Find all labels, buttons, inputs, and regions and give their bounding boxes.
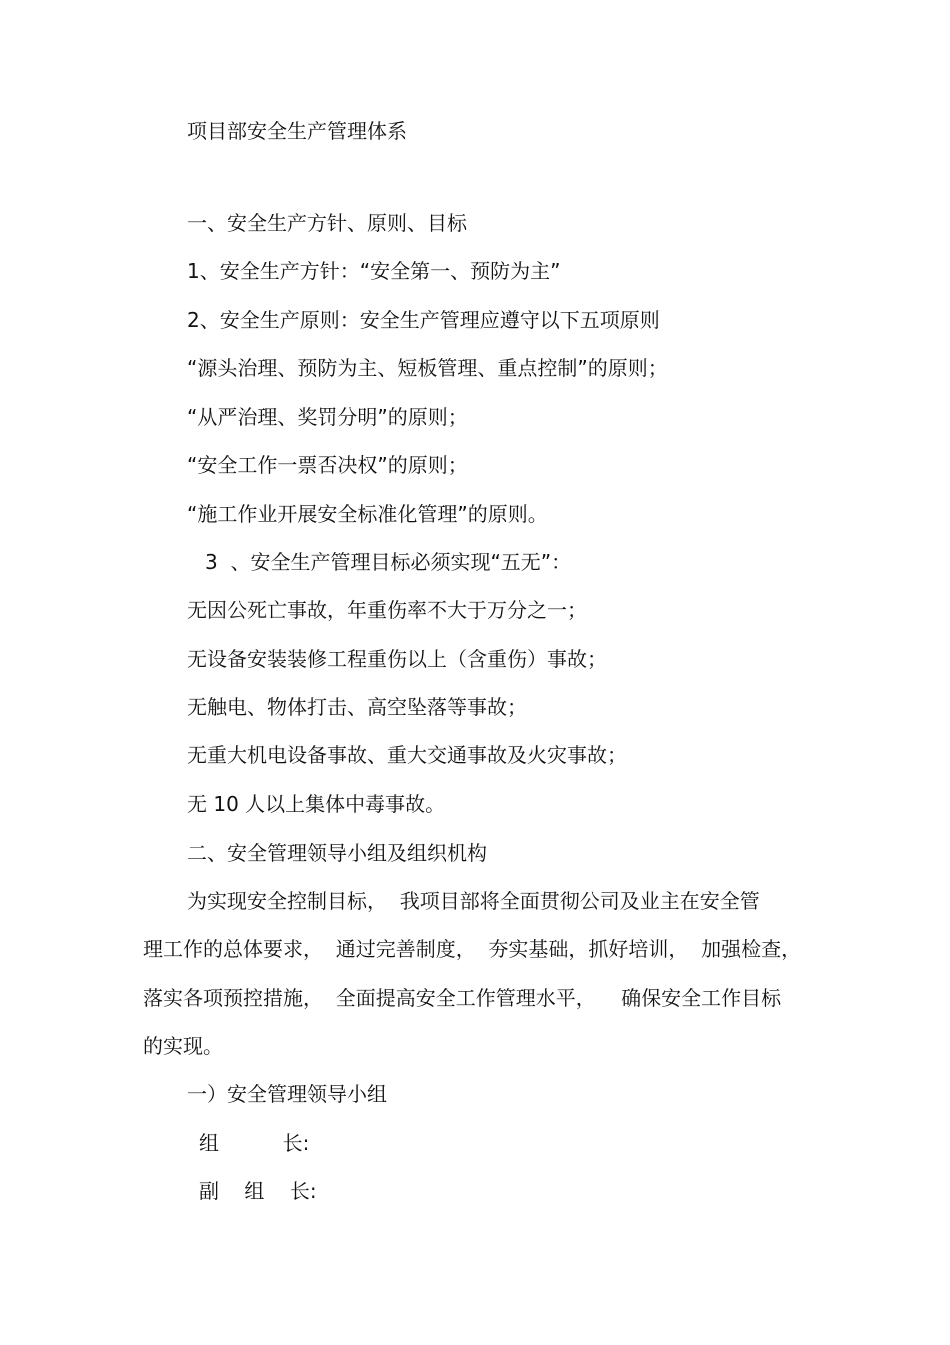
principles-intro: 2、安全生产原则：安全生产管理应遵守以下五项原则 — [187, 308, 660, 332]
principle-item: “源头治理、预防为主、短板管理、重点控制”的原则； — [187, 356, 668, 380]
goal-item: 无触电、物体打击、高空坠落等事故； — [187, 695, 527, 719]
section1-heading: 一、安全生产方针、原则、目标 — [187, 211, 467, 235]
principle-item: “施工作业开展安全标准化管理”的原则。 — [187, 502, 548, 526]
role-leader: 组 长: — [199, 1131, 310, 1155]
paragraph-line: 理工作的总体要求， 通过完善制度， 夯实基础，抓好培训， 加强检查， — [143, 937, 802, 961]
goal-item: 无重大机电设备事故、重大交通事故及火灾事故； — [187, 743, 627, 767]
goals-intro: 3 、安全生产管理目标必须实现“五无”： — [205, 550, 572, 574]
role-deputy-leader: 副 组 长: — [199, 1179, 317, 1203]
paragraph-line: 为实现安全控制目标， 我项目部将全面贯彻公司及业主在安全管 — [187, 889, 760, 913]
paragraph-line: 落实各项预控措施， 全面提高安全工作管理水平， 确保安全工作目标 — [143, 986, 782, 1010]
document-title: 项目部安全生产管理体系 — [187, 119, 407, 143]
goal-item: 无因公死亡事故，年重伤率不大于万分之一； — [187, 598, 587, 622]
goal-item: 无 10 人以上集体中毒事故。 — [187, 792, 446, 816]
principle-item: “安全工作一票否决权”的原则； — [187, 453, 468, 477]
policy-line: 1、安全生产方针：“安全第一、预防为主” — [187, 259, 561, 283]
section2-heading: 二、安全管理领导小组及组织机构 — [187, 841, 487, 865]
subsection-heading: 一）安全管理领导小组 — [187, 1082, 387, 1106]
principle-item: “从严治理、奖罚分明”的原则； — [187, 405, 468, 429]
paragraph-line: 的实现。 — [143, 1034, 223, 1058]
goal-item: 无设备安装装修工程重伤以上（含重伤）事故； — [187, 647, 607, 671]
